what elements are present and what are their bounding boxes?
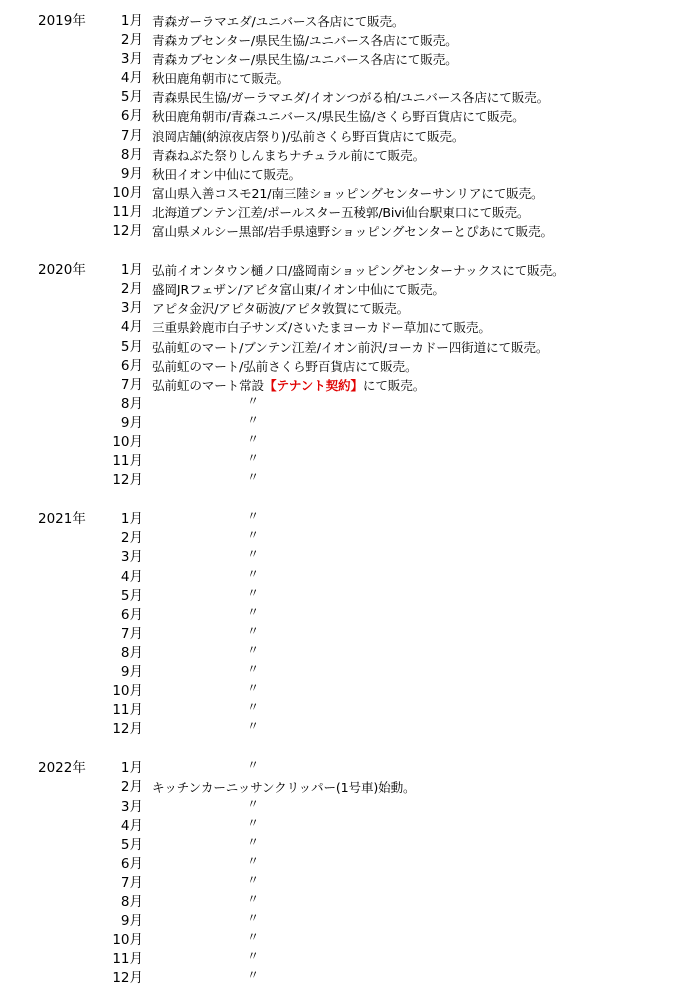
year-block [0,759,687,988]
timeline-row [0,568,687,587]
entry-text: 弘前虹のマート/弘前さくら野百貨店にて販売。 [152,358,418,374]
timeline-row [0,376,687,395]
month-label: 4月 [120,568,143,585]
year-label: 2019年 [38,13,86,29]
ditto-mark: 〃 [247,968,260,983]
month-label: 6月 [120,855,143,872]
entry-text: 青森県民生協/ガーラマエダ/イオンつがる柏/ユニバース各店にて販売。 [152,90,550,106]
ditto-mark: 〃 [247,758,260,773]
timeline-row [0,625,687,644]
ditto-mark: 〃 [247,700,260,715]
timeline-row [0,452,687,471]
timeline-row [0,663,687,682]
ditto-mark: 〃 [247,412,260,427]
year-label: 2021年 [38,511,86,528]
ditto-mark: 〃 [247,681,260,696]
entry-text: 青森カブセンター/県民生協/ユニバース各店にて販売。 [152,52,458,68]
ditto-mark: 〃 [247,566,260,581]
timeline-row [0,127,687,146]
timeline-row [0,222,687,241]
entry-text: 浪岡店舗(納涼夜店祭り)/弘前さくら野百貨店にて販売。 [152,128,465,144]
month-label: 10月 [112,184,143,201]
month-label: 7月 [120,625,143,642]
timeline-row [0,606,687,625]
timeline-row [0,950,687,969]
month-label: 2月 [120,530,143,547]
month-label: 1月 [120,511,143,528]
month-label: 4月 [120,70,143,87]
entry-text: 秋田鹿角朝市/青森ユニバース/県民生協/さくら野百貨店にて販売。 [152,109,525,125]
month-label: 7月 [120,874,143,891]
entry-text: 青森ねぶた祭りしんまちナチュラル前にて販売。 [152,147,426,163]
timeline-row [0,69,687,88]
timeline-row [0,893,687,912]
ditto-mark: 〃 [247,451,260,466]
month-label: 3月 [120,51,143,68]
ditto-mark: 〃 [247,547,260,562]
month-label: 4月 [120,319,143,336]
timeline-row [0,548,687,567]
year-gap [0,739,687,759]
month-label: 3月 [120,300,143,317]
timeline-row [0,817,687,836]
ditto-mark: 〃 [247,604,260,619]
ditto-mark: 〃 [247,892,260,907]
month-label: 1月 [120,13,143,29]
timeline-row [0,759,687,778]
ditto-mark: 〃 [247,872,260,887]
timeline-row [0,414,687,433]
ditto-mark: 〃 [247,393,260,408]
ditto-mark: 〃 [247,815,260,830]
timeline-row [0,88,687,107]
ditto-mark: 〃 [247,470,260,485]
month-label: 6月 [120,108,143,125]
timeline-row [0,471,687,490]
month-label: 11月 [112,203,143,220]
entry-text: 弘前イオンタウン樋ノ口/盛岡南ショッピングセンターナックスにて販売。 [152,263,565,279]
timeline-row [0,433,687,452]
entry-text: 三重県鈴鹿市白子サンズ/さいたまヨーカドー草加にて販売。 [152,320,491,336]
entry-text: 秋田イオン中仙にて販売。 [152,166,301,182]
entry-text: 弘前虹のマート/ブンテン江差/イオン前沢/ヨーカドー四街道にて販売。 [152,339,549,355]
month-label: 12月 [112,223,143,240]
sales-history-timeline [0,12,687,989]
timeline-row [0,931,687,950]
timeline-row [0,299,687,318]
tenant-contract-highlight: 【テナント契約】 [264,377,363,393]
entry-text: アピタ金沢/アピタ砺波/アピタ敦賀にて販売。 [152,301,410,317]
month-label: 11月 [112,951,143,968]
ditto-mark: 〃 [247,930,260,945]
month-label: 11月 [112,702,143,719]
timeline-row [0,644,687,663]
month-label: 7月 [120,127,143,144]
timeline-row [0,280,687,299]
timeline-row [0,357,687,376]
month-label: 3月 [120,798,143,815]
timeline-row [0,682,687,701]
month-label: 6月 [120,606,143,623]
timeline-row [0,318,687,337]
month-label: 5月 [120,587,143,604]
month-label: 1月 [120,760,143,777]
timeline-row [0,912,687,931]
year-label: 2020年 [38,262,86,279]
month-label: 2月 [120,779,143,796]
month-label: 8月 [120,894,143,911]
ditto-mark: 〃 [247,949,260,964]
timeline-row [0,395,687,414]
month-label: 6月 [120,357,143,374]
ditto-mark: 〃 [247,853,260,868]
month-label: 5月 [120,89,143,106]
month-label: 4月 [120,817,143,834]
entry-text: 青森カブセンター/県民生協/ユニバース各店にて販売。 [152,33,458,49]
ditto-mark: 〃 [247,662,260,676]
timeline-row [0,107,687,126]
timeline-row [0,50,687,69]
ditto-mark: 〃 [247,585,260,600]
month-label: 8月 [120,644,143,661]
month-label: 12月 [112,472,143,489]
timeline-row [0,203,687,222]
timeline-row [0,587,687,606]
timeline-row [0,31,687,50]
timeline-row [0,969,687,988]
month-label: 1月 [120,262,143,279]
ditto-mark: 〃 [247,911,260,926]
month-label: 8月 [120,395,143,412]
timeline-row [0,338,687,357]
month-label: 3月 [120,549,143,566]
year-block [0,510,687,739]
ditto-mark: 〃 [247,528,260,543]
timeline-row [0,165,687,184]
timeline-row [0,701,687,720]
month-label: 2月 [120,32,143,49]
entry-text: 北海道ブンテン江差/ポールスター五稜郭/Bivi仙台駅東口にて販売。 [152,204,530,220]
month-label: 12月 [112,970,143,987]
timeline-row [0,874,687,893]
month-label: 5月 [120,836,143,853]
month-label: 10月 [112,683,143,700]
entry-text [152,376,425,395]
timeline-row [0,836,687,855]
timeline-row [0,720,687,739]
ditto-mark: 〃 [247,834,260,849]
entry-text: 青森ガーラマエダ/ユニバース各店にて販売。 [152,14,405,29]
entry-text: 盛岡JRフェザン/アピタ富山東/イオン中仙にて販売。 [152,282,445,298]
entry-text-after: にて販売。 [362,377,426,393]
month-label: 2月 [120,281,143,298]
ditto-mark: 〃 [247,431,260,446]
timeline-row [0,261,687,280]
month-label: 9月 [120,165,143,182]
timeline-row [0,184,687,203]
month-label: 11月 [112,453,143,470]
month-label: 10月 [112,932,143,949]
timeline-row [0,855,687,874]
year-gap [0,241,687,261]
entry-text: 富山県入善コスモ21/南三陸ショッピングセンターサンリアにて販売。 [152,185,544,201]
year-gap [0,490,687,510]
month-label: 5月 [120,338,143,355]
month-label: 9月 [120,913,143,930]
year-label: 2022年 [38,760,86,777]
ditto-mark: 〃 [247,509,260,524]
month-label: 9月 [120,414,143,431]
entry-text: 富山県メルシー黒部/岩手県遠野ショッピングセンターとぴあにて販売。 [152,224,553,240]
ditto-mark: 〃 [247,796,260,811]
ditto-mark: 〃 [247,623,260,638]
entry-text: 秋田鹿角朝市にて販売。 [152,71,289,87]
ditto-mark: 〃 [247,642,260,657]
timeline-row [0,778,687,797]
month-label: 12月 [112,721,143,738]
month-label: 7月 [120,376,143,393]
entry-text-before: 弘前虹のマート常設 [152,377,264,393]
timeline-row [0,12,687,31]
timeline-row [0,798,687,817]
year-block [0,261,687,490]
ditto-mark: 〃 [247,719,260,734]
month-label: 10月 [112,433,143,450]
month-label: 9月 [120,664,143,680]
timeline-row [0,529,687,548]
year-block [0,12,687,241]
timeline-row [0,146,687,165]
month-label: 8月 [120,146,143,163]
entry-text: キッチンカーニッサンクリッパー(1号車)始動。 [152,780,416,796]
timeline-row [0,510,687,529]
